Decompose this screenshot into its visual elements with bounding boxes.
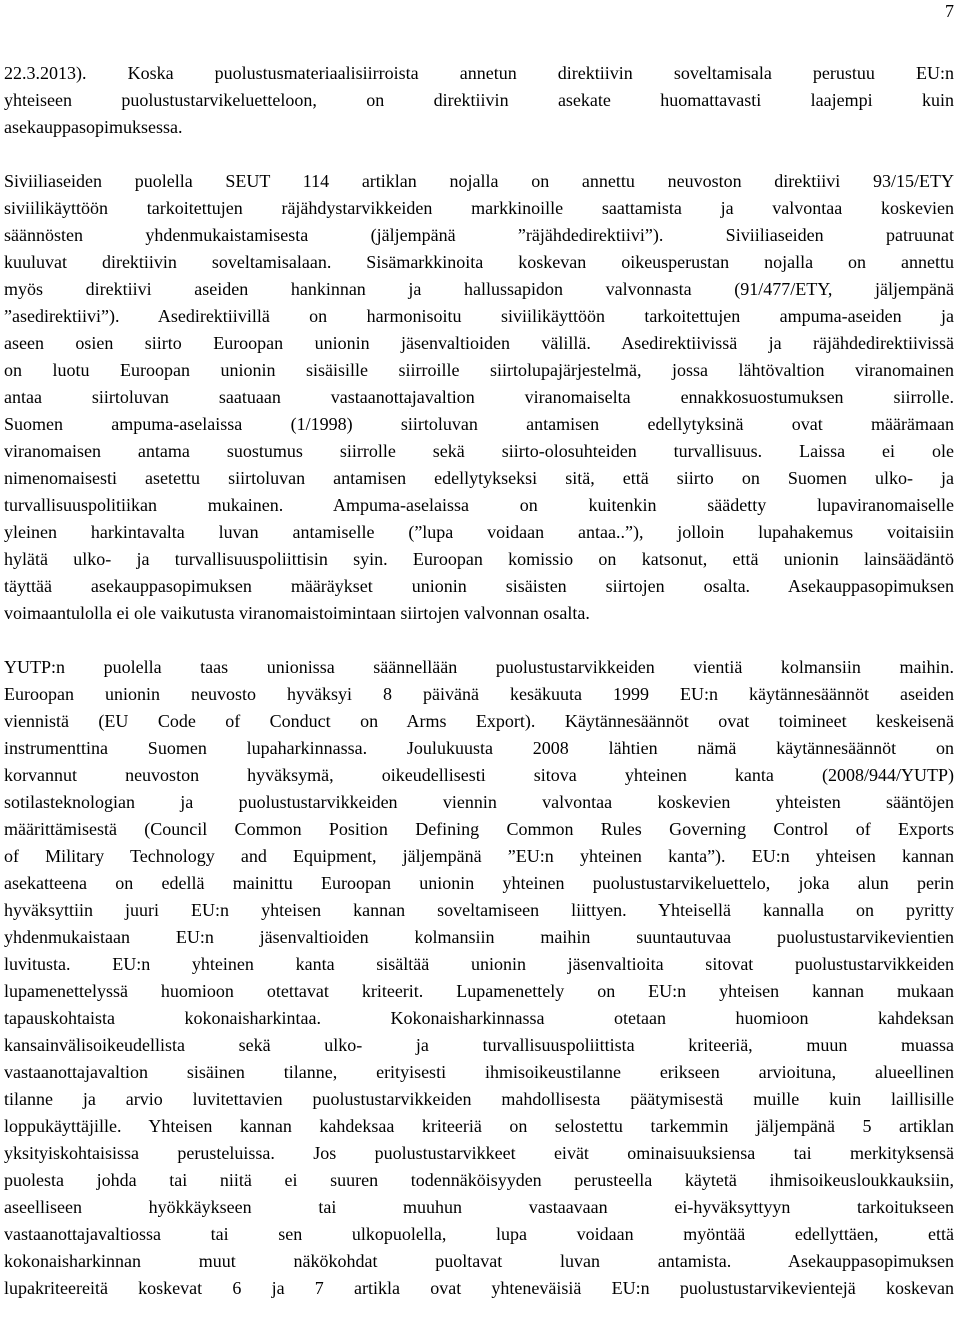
- paragraph-cfsp-exports: [4, 654, 954, 1302]
- text-line: lupamenettelyssä huomioon otettavat kriteerit. Lupamenettely on EU:n yhteisen kannan mukaan: [4, 981, 954, 1001]
- text-line: säännösten yhdenmukaistamisesta (jäljempänä ”räjähdedirektiivi”). Siviiliaseiden patruunat: [4, 225, 954, 245]
- text-line: vastaanottajavaltiossa tai sen ulkopuolella, lupa voidaan myöntää edellyttäen, että: [4, 1224, 954, 1244]
- text-line: yhdenmukaistaan EU:n jäsenvaltioiden kolmansiin maihin suuntautuvaa puolustustarvikevientien: [4, 927, 954, 947]
- text-line: asekauppasopimuksessa.: [4, 117, 183, 137]
- text-line: yhteiseen puolustustarvikeluetteloon, on direktiivin asekate huomattavasti laajempi kuin: [4, 90, 954, 110]
- text-line: aseelliseen hyökkäykseen tai muuhun vastaavaan ei-hyväksyttyyn tarkoitukseen: [4, 1197, 954, 1217]
- paragraph-spacer: [4, 627, 954, 654]
- text-line: hylätä ulko- ja turvallisuuspoliittisin syin. Euroopan komissio on katsonut, että unionin lainsäädäntö: [4, 549, 954, 569]
- text-line: kuuluvat direktiivin soveltamisalaan. Sisämarkkinoita koskevan oikeusperustan nojalla on annettu: [4, 252, 954, 272]
- paragraph-arms-trade-treaty-scope: [4, 60, 954, 141]
- text-line: tapauskohtaista kokonaisharkintaa. Kokonaisharkinnassa otetaan huomioon kahdeksan: [4, 1008, 954, 1028]
- text-line: Euroopan unionin neuvosto hyväksyi 8 päivänä kesäkuuta 1999 EU:n käytännesäännöt aseiden: [4, 684, 954, 704]
- paragraph-civilian-weapons: [4, 168, 954, 627]
- text-line: instrumenttina Suomen lupaharkinnassa. Joulukuusta 2008 lähtien nämä käytännesäännöt on: [4, 738, 954, 758]
- text-line: voimaantulolla ei ole vaikutusta viranomaistoimintaan siirtojen valvonnan osalta.: [4, 603, 590, 623]
- text-line: Siviiliaseiden puolella SEUT 114 artiklan nojalla on annettu neuvoston direktiivi 93/15/ETY: [4, 171, 954, 191]
- text-line: sotilasteknologian ja puolustustarvikkeiden viennin valvontaa koskevien yhteisten sääntöjen: [4, 792, 954, 812]
- text-line: turvallisuuspolitiikan mukainen. Ampuma-aselaissa on kuitenkin säädetty lupaviranomaiselle: [4, 495, 954, 515]
- text-line: yksityiskohtaisissa perusteluissa. Jos puolustustarvikkeet eivät ominaisuuksiensa tai merkityksensä: [4, 1143, 954, 1163]
- text-line: kokonaisharkinnan muut näkökohdat puoltavat luvan antamista. Asekauppasopimuksen: [4, 1251, 954, 1271]
- text-line: viennistä (EU Code of Conduct on Arms Export). Käytännesäännöt ovat toimineet keskeisenä: [4, 711, 954, 731]
- text-line: korvannut neuvoston hyväksymä, oikeudellisesti sitova yhteinen kanta (2008/944/YUTP): [4, 765, 954, 785]
- paragraph-spacer: [4, 141, 954, 168]
- text-line: on luotu Euroopan unionin sisäisille siirroille siirtolupajärjestelmä, jossa lähtövaltion viranomainen: [4, 360, 954, 380]
- text-line: täyttää asekauppasopimuksen määräykset unionin sisäisten siirtojen osalta. Asekauppasopimuksen: [4, 576, 954, 596]
- text-line: YUTP:n puolella taas unionissa säännellään puolustustarvikkeiden vientiä kolmansiin maihin.: [4, 657, 954, 677]
- text-line: ”asedirektiivi”). Asedirektiivillä on harmonisoitu siviilikäyttöön tarkoitettujen ampuma-aseiden ja: [4, 306, 954, 326]
- text-line: lupakriteereitä koskevat 6 ja 7 artikla ovat yhteneväisiä EU:n puolustustarvikevientejä koskevan: [4, 1278, 954, 1298]
- text-line: 22.3.2013). Koska puolustusmateriaalisiirroista annetun direktiivin soveltamisala perustuu EU:n: [4, 63, 954, 83]
- text-line: asekatteena on edellä mainittu Euroopan unionin yhteinen puolustustarvikeluettelo, joka alun perin: [4, 873, 954, 893]
- text-line: luvitusta. EU:n yhteinen kanta sisältää unionin jäsenvaltioita sitovat puolustustarvikkeiden: [4, 954, 954, 974]
- text-line: siviilikäyttöön tarkoitettujen räjähdystarvikkeiden markkinoille saattamista ja valvontaa koskevien: [4, 198, 954, 218]
- text-line: tilanne ja arvio luvitettavien puolustustarvikkeiden mahdollisesta päätymisestä muille kuin laillisille: [4, 1089, 954, 1109]
- text-line: nimenomaisesti asetettu siirtoluvan antamisen edellytykseksi sitä, että siirto on Suomen ulko- ja: [4, 468, 954, 488]
- text-line: myös direktiivi aseiden hankinnan ja hallussapidon valvonnasta (91/477/ETY, jäljempänä: [4, 279, 954, 299]
- text-line: loppukäyttäjille. Yhteisen kannan kahdeksaa kriteeriä on selostettu tarkemmin jäljempänä 5 artiklan: [4, 1116, 954, 1136]
- text-line: viranomaisen antama suostumus siirrolle sekä siirto-olosuhteiden turvallisuus. Laissa ei ole: [4, 441, 954, 461]
- text-line: määrittämisestä (Council Common Position Defining Common Rules Governing Control of Exports: [4, 819, 954, 839]
- document-body: [4, 60, 954, 1302]
- page-number: 7: [945, 1, 954, 21]
- text-line: Suomen ampuma-aselaissa (1/1998) siirtoluvan antamisen edellytyksinä ovat määrämaan: [4, 414, 954, 434]
- text-line: hyväksyttiin juuri EU:n yhteisen kannan soveltamiseen liittyen. Yhteisellä kannalla on pyritty: [4, 900, 954, 920]
- text-line: puolesta johda tai niitä ei suuren todennäköisyyden perusteella käytetä ihmisoikeusloukkauksiin,: [4, 1170, 954, 1190]
- text-line: aseen osien siirto Euroopan unionin jäsenvaltioiden välillä. Asedirektiivissä ja räjähdedirektiivissä: [4, 333, 954, 353]
- text-line: antaa siirtoluvan saatuaan vastaanottajavaltion viranomaiselta ennakkosuostumuksen siirrolle.: [4, 387, 954, 407]
- text-line: of Military Technology and Equipment, jäljempänä ”EU:n yhteinen kanta”). EU:n yhteisen kannan: [4, 846, 954, 866]
- text-line: kansainvälisoikeudellista sekä ulko- ja turvallisuuspoliittista kriteeriä, muun muassa: [4, 1035, 954, 1055]
- text-line: vastaanottajavaltion sisäinen tilanne, erityisesti ihmisoikeustilanne erikseen arvioituna, alueellinen: [4, 1062, 954, 1082]
- text-line: yleinen harkintavalta luvan antamiselle (”lupa voidaan antaa..”), jolloin lupahakemus voitaisiin: [4, 522, 954, 542]
